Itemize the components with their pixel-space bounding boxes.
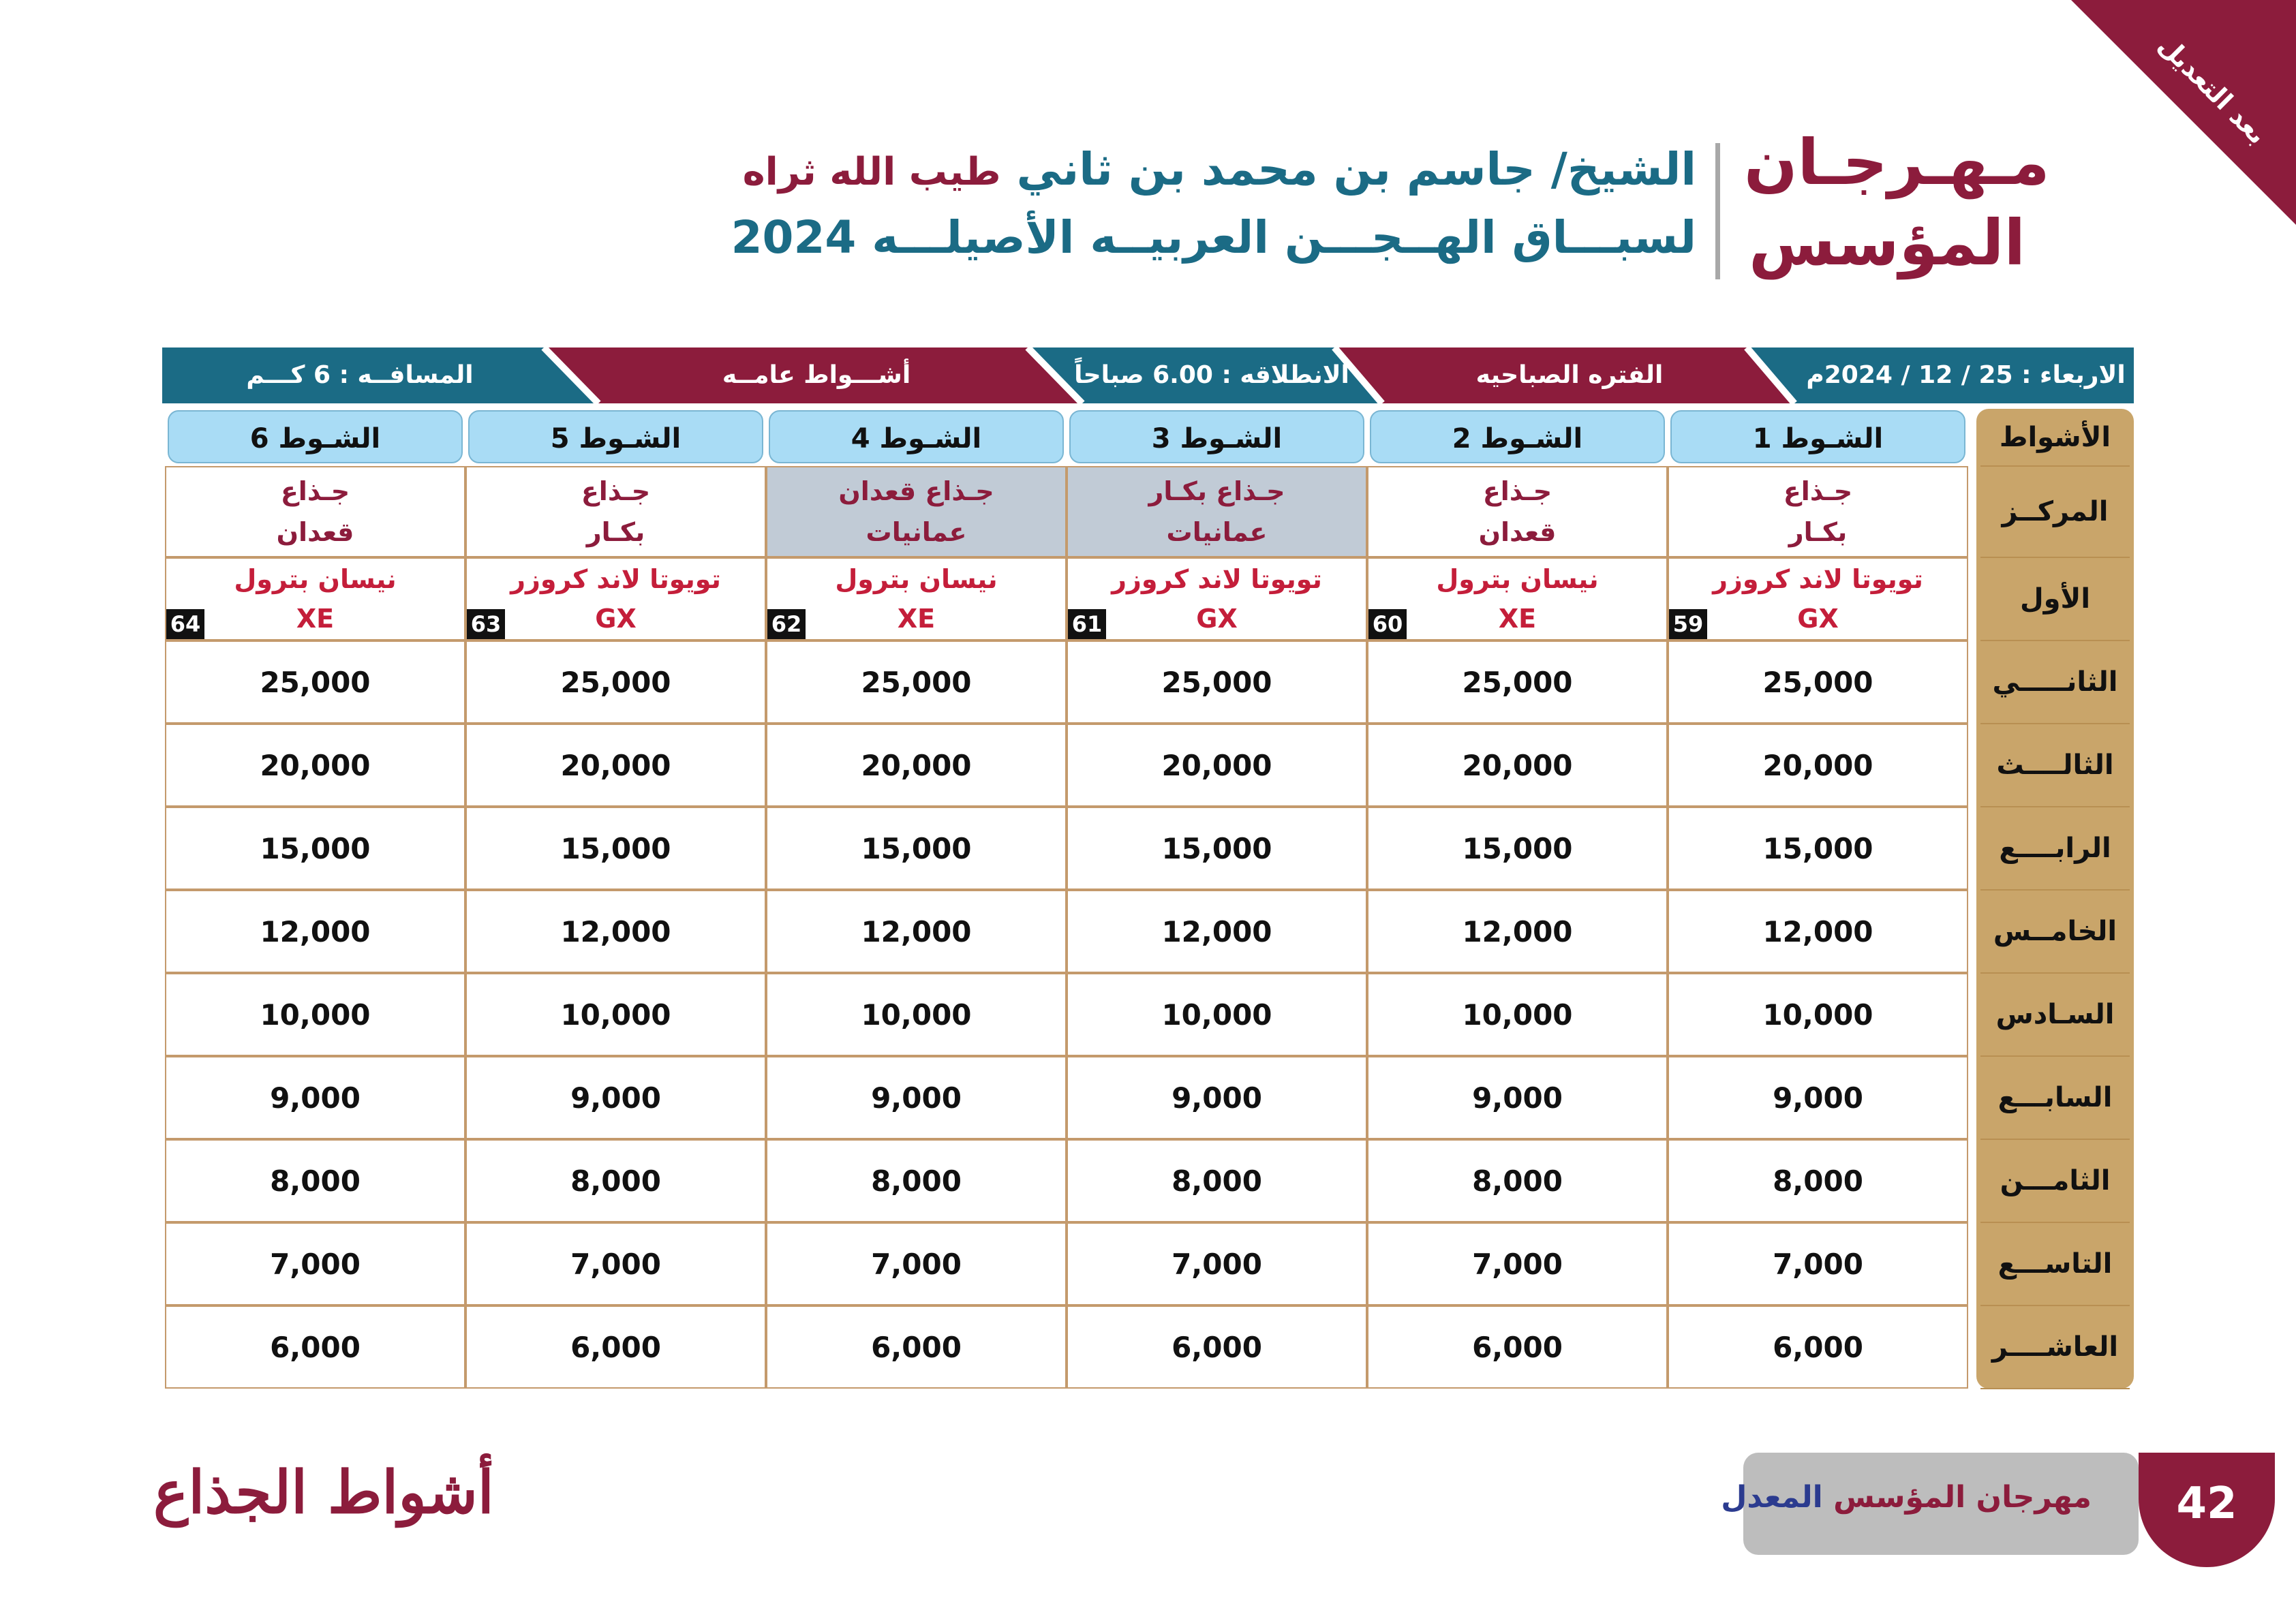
prize-amount: 10,000	[1668, 973, 1968, 1056]
corner-triangle	[2071, 0, 2296, 225]
race-number-badge: 64	[166, 609, 204, 639]
page-number: 42	[2176, 1479, 2237, 1529]
prize-car-model: GX	[595, 604, 637, 634]
prize-amount: 25,000	[1367, 640, 1668, 724]
race-category-line2: عمانيات	[866, 517, 967, 547]
race-header-4: الشـوط 4	[769, 410, 1064, 463]
prize-amount: 6,000	[1067, 1305, 1367, 1389]
row-label-place-7: السابـــع	[1997, 1082, 2113, 1113]
info-bar-item-4	[598, 347, 1035, 403]
info-bar-item-1	[1798, 347, 2134, 403]
info-bar-item-text: الانطلاقه : 6.00 صباحاً	[1074, 361, 1349, 389]
row-label-place-8: الثامـــن	[2000, 1165, 2111, 1196]
prize-car-model: GX	[1196, 604, 1238, 634]
race-header-2: الشـوط 2	[1370, 410, 1665, 463]
race-first-prize-3	[1067, 557, 1367, 640]
row-label-place-2: الثانـــــي	[1992, 666, 2118, 698]
race-first-prize-2	[1367, 557, 1668, 640]
prize-amount: 25,000	[465, 640, 766, 724]
info-bar-item-2	[1389, 347, 1750, 403]
sheikh-name: الشيخ/ جاسم بن محمد بن ثاني	[1016, 143, 1696, 196]
footer-bar-text-main: مهرجان المؤسس	[1833, 1480, 2092, 1515]
prize-amount: 7,000	[465, 1222, 766, 1305]
prize-amount: 10,000	[766, 973, 1067, 1056]
row-label-separator	[1980, 1388, 2130, 1389]
race-first-prize-6	[165, 557, 465, 640]
row-label-place-10: العاشــــر	[1991, 1331, 2119, 1363]
race-category-line1: جـذاع قعدان	[838, 476, 994, 506]
prize-amount: 15,000	[465, 807, 766, 890]
prize-amount: 20,000	[465, 724, 766, 807]
prize-amount: 8,000	[766, 1139, 1067, 1222]
prize-amount: 15,000	[1668, 807, 1968, 890]
row-label-first: الأول	[2019, 583, 2091, 615]
prize-amount: 20,000	[766, 724, 1067, 807]
prize-amount: 7,000	[1668, 1222, 1968, 1305]
race-category-line1: جـذاع	[1482, 476, 1552, 506]
race-first-prize-1	[1668, 557, 1968, 640]
prize-amount: 6,000	[1367, 1305, 1668, 1389]
info-bar-item-text: الاربعاء : 25 / 12 / 2024م	[1806, 361, 2126, 389]
prize-amount: 12,000	[465, 890, 766, 973]
prize-amount: 12,000	[165, 890, 465, 973]
festival-title-line2: المؤسس	[1749, 206, 2025, 279]
row-label-place-4: الرابــــع	[1999, 833, 2111, 864]
footer-bar-text-em: المعدل	[1721, 1480, 1823, 1515]
footer-title: أشواط الجذاع	[153, 1458, 494, 1527]
prize-amount: 6,000	[165, 1305, 465, 1389]
race-first-prize-5	[465, 557, 766, 640]
prize-amount: 15,000	[1067, 807, 1367, 890]
prize-amount: 10,000	[165, 973, 465, 1056]
prize-amount: 20,000	[165, 724, 465, 807]
race-category-line1: جـذاع	[280, 476, 350, 506]
prize-car-name: تويوتا لاند كروزر	[1713, 564, 1923, 594]
race-number-badge: 61	[1068, 609, 1106, 639]
edited-corner-ribbon	[2071, 0, 2296, 225]
race-header-6: الشـوط 6	[168, 410, 463, 463]
corner-label: بعد التعديل	[2152, 29, 2273, 151]
festival-title-line1: مـهـرجـان	[1744, 126, 2050, 199]
prize-amount: 6,000	[766, 1305, 1067, 1389]
race-category-line1: جـذاع	[1783, 476, 1853, 506]
prize-amount: 25,000	[165, 640, 465, 724]
race-category-line2: قعدان	[276, 517, 354, 547]
race-number-badge: 59	[1669, 609, 1707, 639]
prize-amount: 20,000	[1067, 724, 1367, 807]
info-bar-item-5	[162, 347, 557, 403]
row-label-place-3: الثالــــث	[1996, 749, 2114, 781]
race-name: لسبـــاق الهــجـــن العربيــه الأصيلـــه 2024	[731, 211, 1696, 264]
row-label-place-6: السـادس	[1995, 999, 2115, 1030]
prize-amount: 12,000	[1067, 890, 1367, 973]
info-bar-item-3	[1069, 347, 1355, 403]
race-category-1	[1668, 466, 1968, 557]
prize-amount: 8,000	[1668, 1139, 1968, 1222]
info-bar-item-text: الفتره الصباحيه	[1475, 361, 1664, 389]
header-divider	[1715, 143, 1720, 279]
prize-amount: 12,000	[766, 890, 1067, 973]
prize-amount: 7,000	[1067, 1222, 1367, 1305]
prize-amount: 8,000	[165, 1139, 465, 1222]
prize-car-model: XE	[897, 604, 936, 634]
footer-bar-text	[1721, 1480, 2092, 1515]
prize-car-name: نيسان بترول	[234, 564, 397, 594]
row-label-place-9: التاســـع	[1997, 1248, 2113, 1280]
row-label-center: المركــز	[2002, 496, 2109, 527]
race-category-line2: قعدان	[1478, 517, 1557, 547]
festival-title	[1744, 123, 2050, 283]
race-header-1: الشـوط 1	[1670, 410, 1965, 463]
row-label-place-5: الخامــس	[1993, 916, 2117, 947]
race-category-6	[165, 466, 465, 557]
prize-amount: 7,000	[1367, 1222, 1668, 1305]
prize-amount: 15,000	[165, 807, 465, 890]
prize-amount: 9,000	[766, 1056, 1067, 1139]
race-number-badge: 62	[767, 609, 806, 639]
race-number-badge: 60	[1368, 609, 1407, 639]
prize-car-name: نيسان بترول	[1436, 564, 1599, 594]
prize-amount: 7,000	[766, 1222, 1067, 1305]
prize-amount: 9,000	[165, 1056, 465, 1139]
prize-car-name: تويوتا لاند كروزر	[510, 564, 721, 594]
race-category-line1: جـذاع بكـار	[1148, 476, 1285, 506]
prize-amount: 25,000	[1067, 640, 1367, 724]
prize-amount: 10,000	[1067, 973, 1367, 1056]
prize-car-name: نيسان بترول	[835, 564, 998, 594]
prize-amount: 8,000	[1367, 1139, 1668, 1222]
race-category-line2: بكـار	[586, 517, 645, 547]
race-category-line2: بكـار	[1788, 517, 1848, 547]
race-category-2	[1367, 466, 1668, 557]
prize-car-name: تويوتا لاند كروزر	[1112, 564, 1322, 594]
prize-amount: 8,000	[1067, 1139, 1367, 1222]
sheikh-blessing: طيب الله ثراه	[742, 150, 1001, 194]
prize-car-model: GX	[1797, 604, 1839, 634]
race-header-3: الشـوط 3	[1069, 410, 1364, 463]
prize-amount: 10,000	[465, 973, 766, 1056]
race-category-3	[1067, 466, 1367, 557]
prize-amount: 9,000	[1367, 1056, 1668, 1139]
race-category-line1: جـذاع	[581, 476, 651, 506]
race-first-prize-4	[766, 557, 1067, 640]
prize-amount: 7,000	[165, 1222, 465, 1305]
prize-car-model: XE	[1498, 604, 1537, 634]
race-header-5: الشـوط 5	[468, 410, 763, 463]
page-header	[531, 123, 2050, 300]
prize-amount: 20,000	[1367, 724, 1668, 807]
prize-amount: 10,000	[1367, 973, 1668, 1056]
prize-car-model: XE	[296, 604, 335, 634]
race-category-5	[465, 466, 766, 557]
prize-amount: 9,000	[465, 1056, 766, 1139]
prize-amount: 6,000	[1668, 1305, 1968, 1389]
prize-amount: 8,000	[465, 1139, 766, 1222]
sheikh-line	[743, 143, 1696, 196]
prize-amount: 25,000	[1668, 640, 1968, 724]
prize-amount: 9,000	[1668, 1056, 1968, 1139]
info-bar-item-text: أشـــواط عامــه	[722, 361, 911, 389]
race-number-badge: 63	[467, 609, 505, 639]
prize-amount: 12,000	[1367, 890, 1668, 973]
info-bar-item-text: المسافــه : 6 كـــم	[246, 361, 474, 389]
race-category-4	[766, 466, 1067, 557]
row-label-header: الأشواط	[1999, 422, 2111, 453]
prize-amount: 15,000	[766, 807, 1067, 890]
prize-amount: 20,000	[1668, 724, 1968, 807]
prize-amount: 15,000	[1367, 807, 1668, 890]
prize-amount: 12,000	[1668, 890, 1968, 973]
prize-amount: 9,000	[1067, 1056, 1367, 1139]
prize-amount: 25,000	[766, 640, 1067, 724]
info-bar	[162, 347, 2134, 403]
race-category-line2: عمانيات	[1166, 517, 1268, 547]
prize-amount: 6,000	[465, 1305, 766, 1389]
